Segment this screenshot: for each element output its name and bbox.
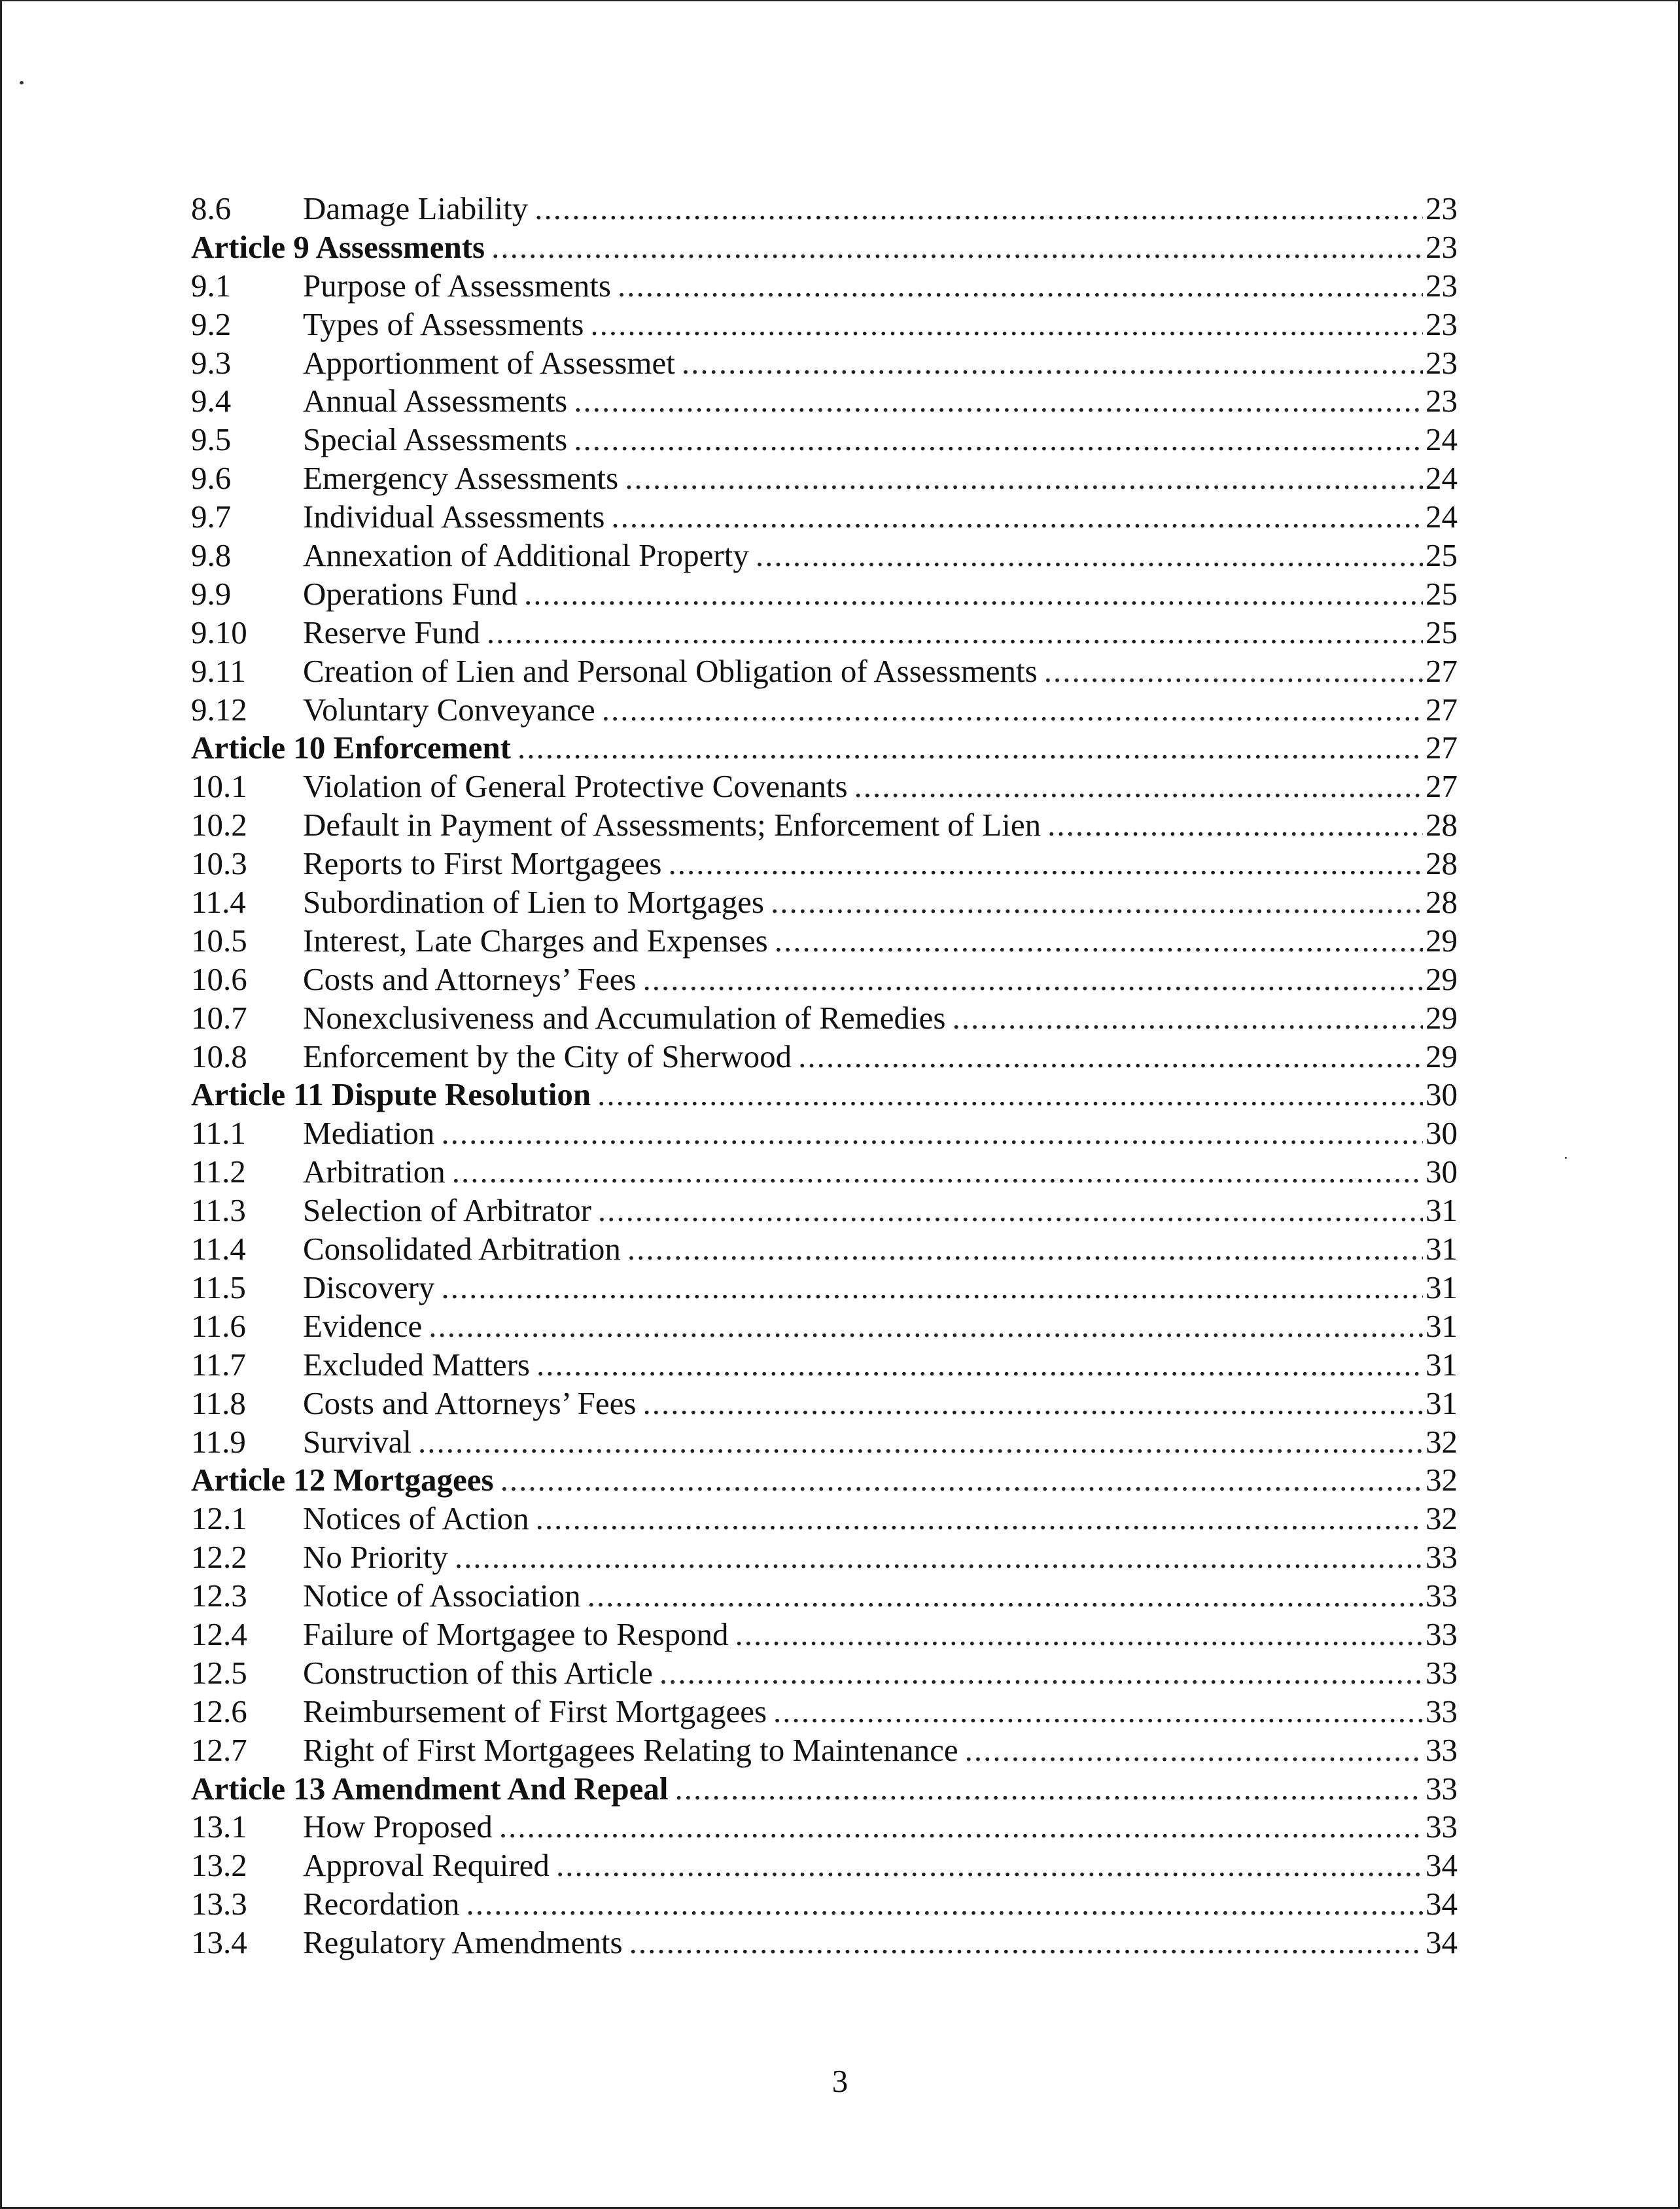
toc-section-title: Emergency Assessments [303, 460, 619, 497]
toc-section-number: 12.1 [191, 1500, 247, 1537]
toc-page-number: 29 [1426, 999, 1458, 1036]
toc-section-title: Recordation [303, 1886, 460, 1922]
toc-page-number: 25 [1426, 575, 1458, 612]
toc-dot-leader [611, 498, 1423, 537]
toc-dot-leader [499, 1808, 1423, 1847]
toc-entry [191, 614, 1458, 652]
toc-page-number: 34 [1426, 1924, 1458, 1961]
toc-entry [191, 1654, 1458, 1693]
toc-section-title: Costs and Attorneys’ Fees [303, 961, 637, 997]
toc-dot-leader [771, 883, 1423, 922]
toc-page-number: 29 [1426, 961, 1458, 997]
toc-dot-leader [625, 459, 1423, 498]
toc-page-number: 33 [1426, 1731, 1458, 1768]
scan-speck [1565, 1157, 1567, 1159]
toc-section-number: 9.11 [191, 652, 246, 689]
toc-entry [191, 1269, 1458, 1307]
toc-page-number: 28 [1426, 845, 1458, 882]
toc-entry [191, 691, 1458, 730]
toc-dot-leader [590, 306, 1423, 344]
toc-dot-leader [675, 1770, 1424, 1809]
toc-page-number: 27 [1426, 691, 1458, 728]
toc-page-number: 29 [1426, 922, 1458, 959]
toc-section-title: Individual Assessments [303, 499, 605, 535]
toc-article-heading [191, 729, 1458, 768]
toc-entry [191, 498, 1458, 537]
toc-entry [191, 382, 1458, 421]
toc-section-title: Reserve Fund [303, 614, 480, 650]
toc-section-number: 10.8 [191, 1038, 247, 1074]
toc-page-number: 23 [1426, 344, 1458, 381]
toc-section-number: 9.1 [191, 267, 232, 304]
toc-section-title: Enforcement by the City of Sherwood [303, 1038, 792, 1074]
toc-page-number: 33 [1426, 1770, 1458, 1807]
toc-dot-leader [429, 1307, 1423, 1346]
toc-section-title: Notices of Action [303, 1500, 529, 1537]
toc-dot-leader [441, 1114, 1423, 1153]
toc-dot-leader [965, 1731, 1423, 1770]
toc-page-number: 33 [1426, 1809, 1458, 1845]
toc-page-number: 33 [1426, 1539, 1458, 1576]
toc-page-number: 31 [1426, 1346, 1458, 1383]
toc-dot-leader [629, 1924, 1423, 1962]
toc-page-number: 28 [1426, 807, 1458, 843]
toc-section-number: 9.5 [191, 421, 232, 458]
toc-section-title: Default in Payment of Assessments; Enforcement of Lien [303, 807, 1041, 843]
toc-entry [191, 1038, 1458, 1076]
toc-entry [191, 1192, 1458, 1230]
toc-section-title: Right of First Mortgagees Relating to Maintenance [303, 1731, 958, 1768]
toc-entry [191, 344, 1458, 383]
toc-entry [191, 1114, 1458, 1153]
toc-section-title: Consolidated Arbitration [303, 1231, 621, 1267]
toc-entry [191, 1153, 1458, 1192]
toc-section-number: 13.4 [191, 1924, 247, 1961]
toc-dot-leader [618, 267, 1423, 306]
toc-section-title: Regulatory Amendments [303, 1924, 623, 1961]
toc-section-number: 11.7 [191, 1346, 246, 1383]
toc-page-number: 27 [1426, 768, 1458, 805]
toc-dot-leader [668, 845, 1423, 883]
toc-section-number: 11.4 [191, 1231, 246, 1267]
toc-section-number: 9.4 [191, 383, 232, 419]
toc-dot-leader [536, 1500, 1423, 1538]
toc-entry [191, 1538, 1458, 1577]
toc-page-number: 25 [1426, 537, 1458, 574]
toc-section-number: 13.2 [191, 1847, 247, 1884]
toc-entry [191, 1385, 1458, 1423]
toc-article-heading [191, 1076, 1458, 1114]
toc-page-number: 31 [1426, 1307, 1458, 1344]
toc-dot-leader [574, 382, 1423, 421]
toc-entry [191, 267, 1458, 306]
toc-section-title: Reports to First Mortgagees [303, 845, 662, 882]
toc-page-number: 31 [1426, 1231, 1458, 1267]
toc-entry [191, 575, 1458, 614]
toc-section-number: 12.3 [191, 1578, 247, 1614]
toc-page-number: 29 [1426, 1038, 1458, 1074]
toc-entry [191, 537, 1458, 575]
scan-speck [20, 81, 24, 84]
toc-page-number: 23 [1426, 267, 1458, 304]
toc-dot-leader [466, 1885, 1423, 1924]
toc-section-title: Article 10 Enforcement [191, 730, 511, 766]
toc-section-title: Article 12 Mortgagees [191, 1462, 494, 1498]
toc-page-number: 23 [1426, 190, 1458, 226]
toc-section-title: Operations Fund [303, 575, 517, 612]
toc-dot-leader [587, 1577, 1423, 1616]
toc-section-number: 11.9 [191, 1423, 246, 1460]
toc-page-number: 25 [1426, 614, 1458, 650]
toc-section-title: Apportionment of Assessmet [303, 344, 675, 381]
toc-entry [191, 421, 1458, 459]
toc-entry [191, 1616, 1458, 1654]
toc-dot-leader [597, 1076, 1423, 1114]
toc-section-title: Types of Assessments [303, 306, 584, 342]
toc-entry [191, 1423, 1458, 1462]
toc-section-title: Article 13 Amendment And Repeal [191, 1770, 669, 1807]
toc-article-heading [191, 1770, 1458, 1809]
toc-section-title: Discovery [303, 1269, 435, 1305]
toc-section-number: 9.6 [191, 460, 232, 497]
toc-section-number: 8.6 [191, 190, 232, 226]
toc-entry [191, 652, 1458, 691]
toc-dot-leader [441, 1269, 1423, 1307]
toc-section-title: Mediation [303, 1115, 435, 1152]
toc-section-number: 9.12 [191, 691, 247, 728]
toc-section-number: 10.5 [191, 922, 247, 959]
toc-section-number: 10.3 [191, 845, 247, 882]
toc-section-number: 9.10 [191, 614, 247, 650]
toc-page-number: 23 [1426, 306, 1458, 342]
toc-entry [191, 1808, 1458, 1847]
toc-page-number: 33 [1426, 1616, 1458, 1652]
toc-dot-leader [627, 1230, 1423, 1269]
toc-page-number: 30 [1426, 1115, 1458, 1152]
toc-dot-leader [642, 1385, 1423, 1423]
toc-dot-leader [735, 1616, 1423, 1654]
toc-entry [191, 922, 1458, 961]
toc-section-number: 9.3 [191, 344, 232, 381]
toc-entry [191, 459, 1458, 498]
toc-entry [191, 768, 1458, 806]
page-number: 3 [831, 2063, 849, 2099]
toc-section-title: Annual Assessments [303, 383, 568, 419]
toc-dot-leader [642, 961, 1423, 999]
toc-page-number: 30 [1426, 1076, 1458, 1113]
toc-section-number: 12.5 [191, 1654, 247, 1691]
toc-dot-leader [682, 344, 1423, 383]
toc-dot-leader [659, 1654, 1423, 1693]
toc-page-number: 32 [1426, 1500, 1458, 1537]
table-of-contents [191, 190, 1458, 1962]
toc-page-number: 23 [1426, 383, 1458, 419]
toc-section-title: Costs and Attorneys’ Fees [303, 1385, 637, 1421]
toc-page-number: 32 [1426, 1423, 1458, 1460]
toc-dot-leader [598, 1192, 1423, 1230]
toc-entry [191, 961, 1458, 999]
toc-page-number: 34 [1426, 1847, 1458, 1884]
toc-section-title: Reimbursement of First Mortgagees [303, 1693, 767, 1729]
toc-dot-leader [517, 729, 1423, 768]
toc-dot-leader [524, 575, 1423, 614]
toc-dot-leader [953, 999, 1424, 1038]
toc-dot-leader [500, 1461, 1423, 1500]
toc-section-title: Voluntary Conveyance [303, 691, 595, 728]
toc-section-number: 11.6 [191, 1307, 246, 1344]
toc-entry [191, 883, 1458, 922]
toc-section-number: 11.2 [191, 1154, 246, 1190]
toc-entry [191, 1693, 1458, 1731]
toc-entry [191, 306, 1458, 344]
toc-section-title: Nonexclusiveness and Accumulation of Remedies [303, 999, 946, 1036]
toc-article-heading [191, 1461, 1458, 1500]
toc-section-number: 9.8 [191, 537, 232, 574]
toc-page-number: 34 [1426, 1886, 1458, 1922]
toc-entry [191, 190, 1458, 228]
toc-dot-leader [775, 922, 1423, 961]
toc-section-title: Special Assessments [303, 421, 568, 458]
toc-section-number: 11.3 [191, 1192, 246, 1229]
toc-page-number: 31 [1426, 1192, 1458, 1229]
toc-dot-leader [556, 1847, 1423, 1885]
toc-section-number: 10.7 [191, 999, 247, 1036]
toc-section-title: Subordination of Lien to Mortgages [303, 884, 764, 921]
toc-dot-leader [534, 190, 1423, 228]
toc-section-title: Arbitration [303, 1154, 446, 1190]
toc-section-number: 12.6 [191, 1693, 247, 1729]
toc-entry [191, 999, 1458, 1038]
toc-entry [191, 1885, 1458, 1924]
toc-section-number: 11.5 [191, 1269, 246, 1305]
toc-page-number: 30 [1426, 1154, 1458, 1190]
toc-section-title: Article 9 Assessments [191, 228, 485, 265]
toc-section-number: 12.7 [191, 1731, 247, 1768]
toc-section-number: 11.4 [191, 884, 246, 921]
toc-page-number: 31 [1426, 1385, 1458, 1421]
toc-section-title: Article 11 Dispute Resolution [191, 1076, 591, 1113]
toc-dot-leader [455, 1538, 1423, 1577]
toc-section-title: Excluded Matters [303, 1346, 530, 1383]
toc-section-title: Notice of Association [303, 1578, 581, 1614]
toc-section-number: 9.2 [191, 306, 232, 342]
toc-page-number: 32 [1426, 1462, 1458, 1498]
toc-dot-leader [1044, 652, 1423, 691]
toc-page-number: 27 [1426, 652, 1458, 689]
toc-page-number: 28 [1426, 884, 1458, 921]
toc-dot-leader [418, 1423, 1423, 1462]
toc-section-title: Survival [303, 1423, 412, 1460]
toc-page-number: 24 [1426, 421, 1458, 458]
toc-dot-leader [798, 1038, 1423, 1076]
toc-section-number: 11.1 [191, 1115, 246, 1152]
toc-entry [191, 806, 1458, 845]
toc-section-title: Failure of Mortgagee to Respond [303, 1616, 729, 1652]
toc-page-number: 31 [1426, 1269, 1458, 1305]
toc-dot-leader [756, 537, 1423, 575]
toc-dot-leader [854, 768, 1423, 806]
toc-dot-leader [487, 614, 1423, 652]
toc-entry [191, 1346, 1458, 1385]
toc-section-title: Damage Liability [303, 190, 529, 226]
toc-page-number: 24 [1426, 460, 1458, 497]
toc-section-number: 11.8 [191, 1385, 246, 1421]
toc-dot-leader [452, 1153, 1423, 1192]
toc-section-title: Evidence [303, 1307, 423, 1344]
toc-section-number: 13.1 [191, 1809, 247, 1845]
toc-section-title: Approval Required [303, 1847, 550, 1884]
toc-entry [191, 1924, 1458, 1962]
toc-dot-leader [773, 1693, 1423, 1731]
toc-entry [191, 845, 1458, 883]
toc-section-number: 12.2 [191, 1539, 247, 1576]
toc-section-title: Creation of Lien and Personal Obligation of Assessments [303, 652, 1038, 689]
toc-section-title: Construction of this Article [303, 1654, 653, 1691]
toc-article-heading [191, 228, 1458, 267]
toc-section-number: 10.6 [191, 961, 247, 997]
toc-page-number: 33 [1426, 1693, 1458, 1729]
toc-dot-leader [491, 228, 1423, 267]
toc-section-number: 10.1 [191, 768, 247, 805]
toc-dot-leader [1047, 806, 1423, 845]
toc-page-number: 33 [1426, 1578, 1458, 1614]
toc-section-number: 13.3 [191, 1886, 247, 1922]
toc-section-number: 9.7 [191, 499, 232, 535]
toc-dot-leader [602, 691, 1423, 730]
toc-dot-leader [574, 421, 1423, 459]
toc-section-title: Violation of General Protective Covenants [303, 768, 848, 805]
toc-dot-leader [536, 1346, 1423, 1385]
toc-entry [191, 1307, 1458, 1346]
toc-section-number: 10.2 [191, 807, 247, 843]
toc-entry [191, 1500, 1458, 1538]
toc-section-title: Purpose of Assessments [303, 267, 611, 304]
toc-entry [191, 1577, 1458, 1616]
toc-section-title: Selection of Arbitrator [303, 1192, 591, 1229]
toc-page-number: 23 [1426, 228, 1458, 265]
toc-page-number: 24 [1426, 499, 1458, 535]
toc-entry [191, 1230, 1458, 1269]
toc-entry [191, 1847, 1458, 1885]
toc-section-title: Annexation of Additional Property [303, 537, 749, 574]
toc-entry [191, 1731, 1458, 1770]
toc-page-number: 33 [1426, 1654, 1458, 1691]
toc-section-number: 12.4 [191, 1616, 247, 1652]
toc-page-number: 27 [1426, 730, 1458, 766]
toc-section-number: 9.9 [191, 575, 232, 612]
toc-section-title: No Priority [303, 1539, 448, 1576]
toc-section-title: Interest, Late Charges and Expenses [303, 922, 768, 959]
toc-section-title: How Proposed [303, 1809, 493, 1845]
